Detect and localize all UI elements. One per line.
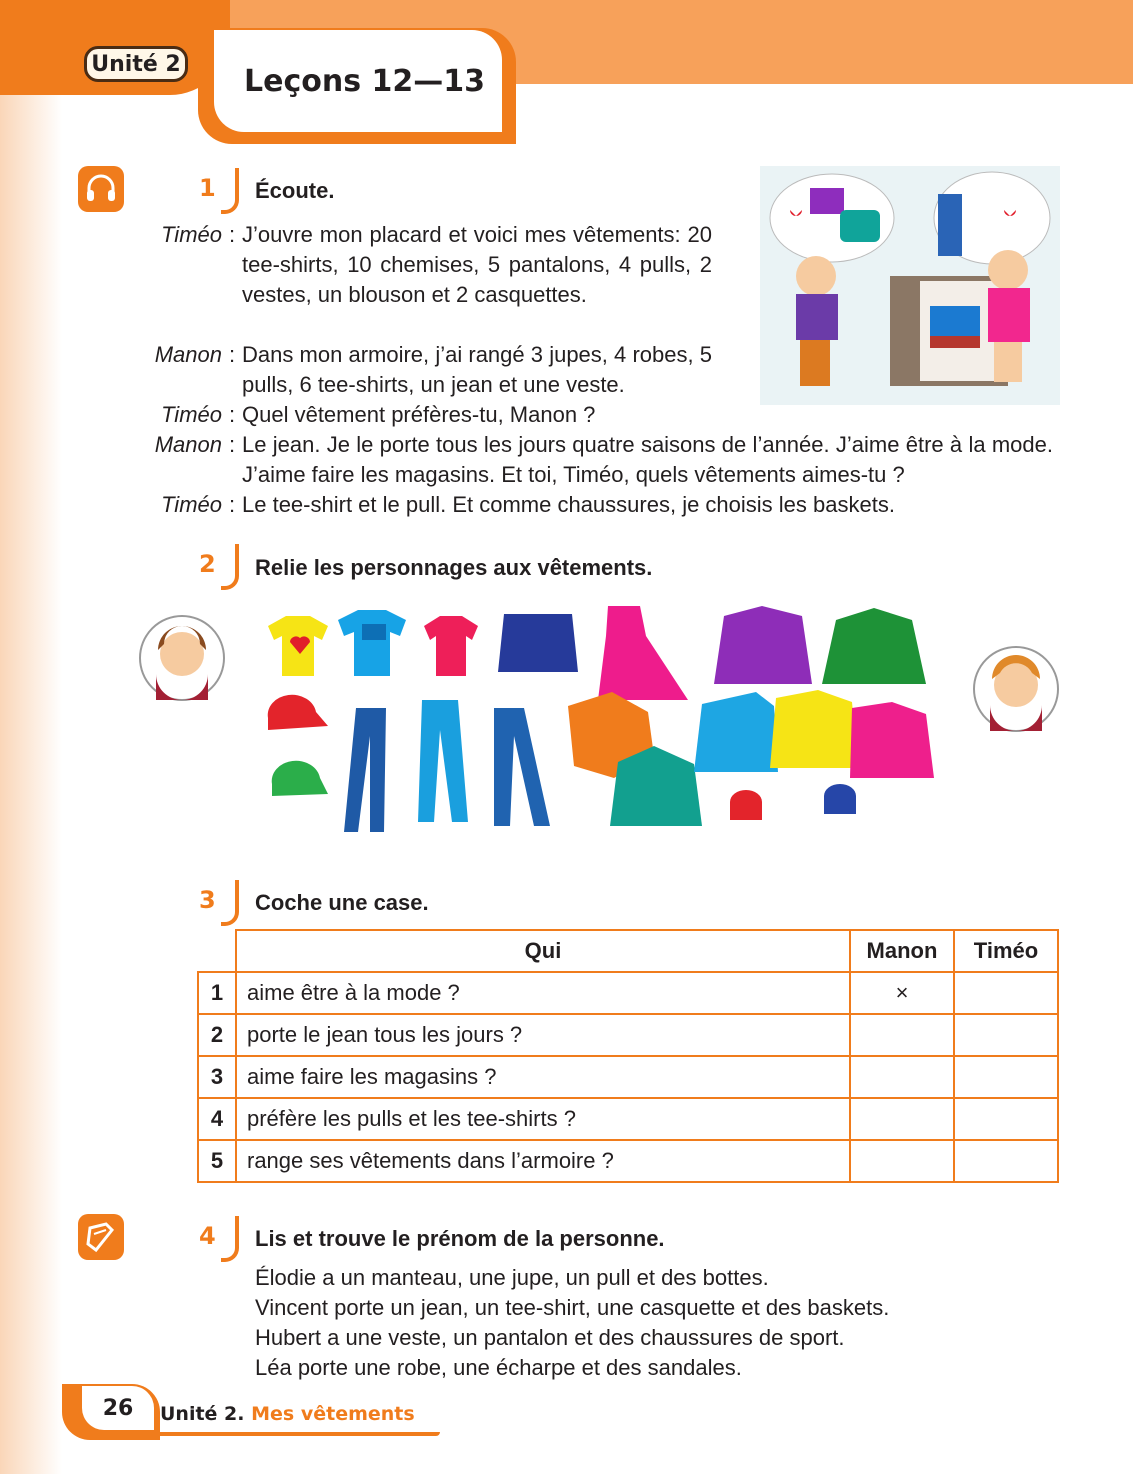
- exercise-1-marker: [221, 168, 239, 214]
- manon-checkbox[interactable]: [850, 1014, 954, 1056]
- line-text: Quel vêtement préfères-tu, Manon ?: [242, 402, 596, 427]
- footer-underline: [160, 1432, 440, 1436]
- row-number: 5: [198, 1140, 236, 1182]
- dialogue-line: [134, 340, 712, 400]
- table-row: [198, 1014, 1058, 1056]
- colon: :: [228, 492, 236, 517]
- exercise-4-marker: [221, 1216, 239, 1262]
- headphones-icon: [78, 166, 124, 212]
- exercise-4-number: 4: [199, 1222, 216, 1250]
- checkbox-table: [197, 929, 1059, 1183]
- colon: :: [228, 432, 236, 457]
- table-row: [198, 1056, 1058, 1098]
- table-header-row: [198, 930, 1058, 972]
- line-text: Le jean. Je le porte tous les jours quatre saisons de l’année. J’aime être à la mode. J’aime faire les magasins. Et toi, Timéo, quels vêtements aimes-tu ?: [242, 432, 1053, 487]
- row-question: aime faire les magasins ?: [236, 1056, 850, 1098]
- page-title: Leçons 12—13: [244, 64, 486, 99]
- timeo-checkbox[interactable]: [954, 972, 1058, 1014]
- manon-checkbox[interactable]: ×: [850, 972, 954, 1014]
- empty-header-cell: [198, 930, 236, 972]
- timeo-checkbox[interactable]: [954, 1056, 1058, 1098]
- line-text: Le tee-shirt et le pull. Et comme chaussures, je choisis les baskets.: [242, 492, 895, 517]
- row-number: 1: [198, 972, 236, 1014]
- colon: :: [228, 402, 236, 427]
- row-number: 4: [198, 1098, 236, 1140]
- row-question: aime être à la mode ?: [236, 972, 850, 1014]
- wardrobe-illustration: [760, 166, 1060, 405]
- header-timeo: Timéo: [954, 930, 1058, 972]
- header-manon: Manon: [850, 930, 954, 972]
- header-qui: Qui: [236, 930, 850, 972]
- left-margin-gradient: [0, 0, 62, 1474]
- exercise-4-title: Lis et trouve le prénom de la personne.: [255, 1226, 665, 1251]
- exercise-3-marker: [221, 880, 239, 926]
- footer-unit-name: Mes vêtements: [251, 1403, 415, 1425]
- manon-avatar: [138, 614, 226, 702]
- text-line: Élodie a un manteau, une jupe, un pull et des bottes.: [255, 1265, 769, 1290]
- timeo-checkbox[interactable]: [954, 1098, 1058, 1140]
- manon-checkbox[interactable]: [850, 1140, 954, 1182]
- exercise-2-marker: [221, 544, 239, 590]
- exercise-4-text: [255, 1263, 889, 1383]
- text-line: Vincent porte un jean, un tee-shirt, une casquette et des baskets.: [255, 1295, 890, 1320]
- page-number: 26: [82, 1386, 154, 1430]
- footer-unit-title: [160, 1394, 415, 1434]
- timeo-checkbox[interactable]: [954, 1014, 1058, 1056]
- row-number: 3: [198, 1056, 236, 1098]
- line-text: Dans mon armoire, j’ai rangé 3 jupes, 4 robes, 5 pulls, 6 tee-shirts, un jean et une veste.: [242, 342, 712, 397]
- table-row: [198, 1140, 1058, 1182]
- book-icon: [78, 1214, 124, 1260]
- manon-checkbox[interactable]: [850, 1098, 954, 1140]
- unit-badge: Unité 2: [84, 46, 188, 82]
- timeo-avatar: [972, 645, 1060, 733]
- exercise-1-title: Écoute.: [255, 178, 335, 203]
- dialogue-line: [134, 490, 1053, 520]
- clothes-illustration: [262, 596, 938, 840]
- exercise-3-title: Coche une case.: [255, 890, 429, 915]
- speaker: Manon: [154, 432, 222, 457]
- dialogue-line: [134, 430, 1053, 490]
- speaker: Timéo: [161, 492, 222, 517]
- dialogue-line: [134, 400, 712, 430]
- exercise-2-number: 2: [199, 550, 216, 578]
- row-number: 2: [198, 1014, 236, 1056]
- row-question: porte le jean tous les jours ?: [236, 1014, 850, 1056]
- dialogue-line: [134, 220, 712, 310]
- exercise-3-number: 3: [199, 886, 216, 914]
- speaker: Manon: [154, 342, 222, 367]
- timeo-checkbox[interactable]: [954, 1140, 1058, 1182]
- table-row: [198, 972, 1058, 1014]
- speaker: Timéo: [161, 222, 222, 247]
- exercise-2-title: Relie les personnages aux vêtements.: [255, 555, 653, 580]
- manon-checkbox[interactable]: [850, 1056, 954, 1098]
- colon: :: [228, 342, 236, 367]
- row-question: range ses vêtements dans l’armoire ?: [236, 1140, 850, 1182]
- line-text: J’ouvre mon placard et voici mes vêtements: 20 tee-shirts, 10 chemises, 5 pantalons, 4 pulls, 2 vestes, un blouson et 2 casquettes.: [242, 222, 712, 307]
- text-line: Hubert a une veste, un pantalon et des chaussures de sport.: [255, 1325, 845, 1350]
- footer-unit-label: Unité 2.: [160, 1403, 245, 1425]
- table-row: [198, 1098, 1058, 1140]
- row-question: préfère les pulls et les tee-shirts ?: [236, 1098, 850, 1140]
- exercise-1-number: 1: [199, 174, 216, 202]
- speaker: Timéo: [161, 402, 222, 427]
- colon: :: [228, 222, 236, 247]
- text-line: Léa porte une robe, une écharpe et des sandales.: [255, 1355, 742, 1380]
